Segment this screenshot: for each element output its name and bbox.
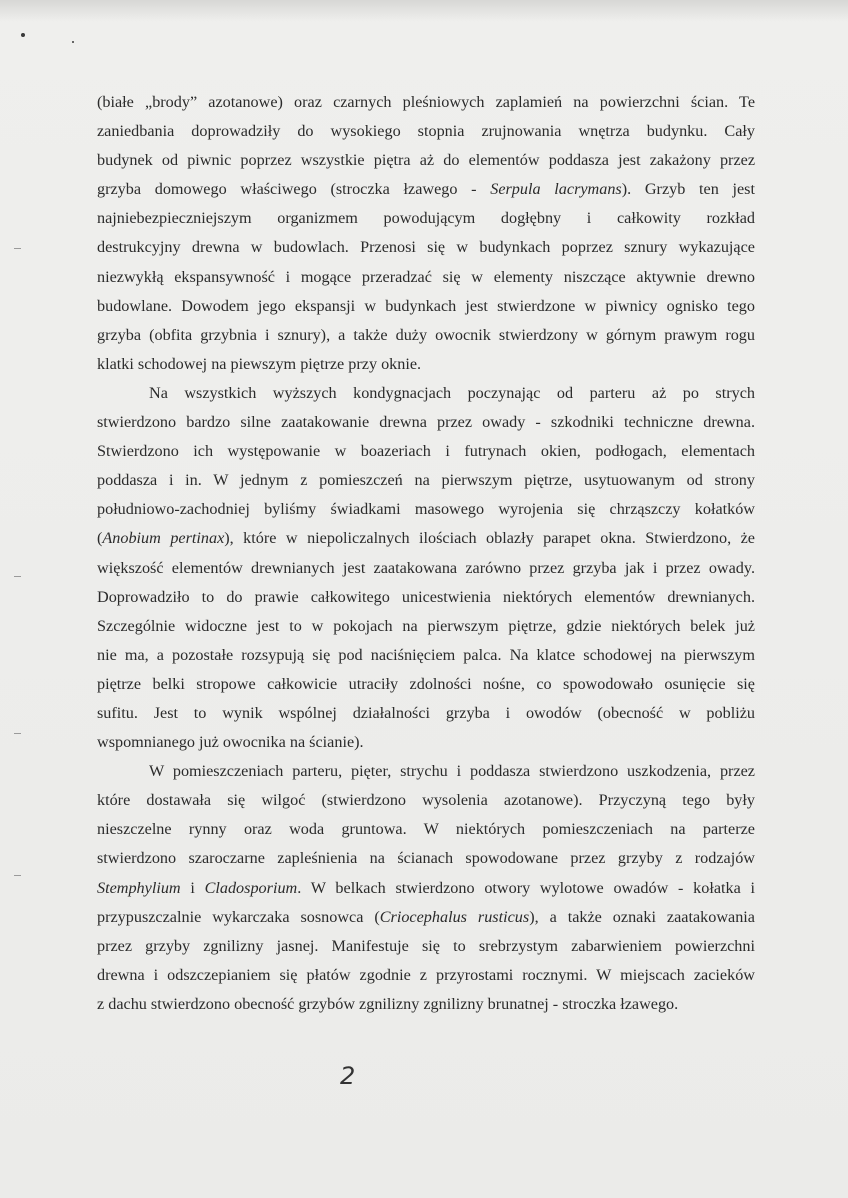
text-run: . W belkach stwierdzono otwory wylotowe owadów - kołatka i — [297, 878, 756, 897]
text-line — [97, 175, 755, 204]
text-line — [97, 350, 755, 379]
text-run: grzyba domowego właściwego (stroczka łzawego - — [97, 180, 491, 199]
text-run: Doprowadziło to do prawie całkowitego unicestwienia niektórych elementów drewnianych. — [97, 587, 755, 606]
text-run: z dachu stwierdzono obecność grzybów zgnilizny zgnilizny brunatnej - stroczka łzawego. — [97, 994, 679, 1013]
text-run: W pomieszczeniach parteru, pięter, strychu i poddasza stwierdzono uszkodzenia, przez — [149, 762, 755, 781]
text-run: nieszczelne rynny oraz woda gruntowa. W niektórych pomieszczeniach na parterze — [97, 820, 755, 839]
text-line — [97, 641, 755, 670]
text-run: które dostawała się wilgoć (stwierdzono wysolenia azotanowe). Przyczyną tego były — [97, 791, 755, 810]
scan-speck — [21, 33, 25, 37]
text-run: nie ma, a pozostałe rozsypują się pod naciśnięciem palca. Na klatce schodowej na pierwszym — [97, 645, 755, 664]
text-run: zaniedbania doprowadziły do wysokiego stopnia zrujnowania wnętrza budynku. Cały — [97, 122, 755, 141]
text-run: destrukcyjny drewna w budowlach. Przenosi się w budynkach poprzez sznury wykazujące — [97, 238, 755, 257]
text-line — [97, 554, 755, 583]
text-line — [97, 670, 755, 699]
text-run: przez grzyby zgnilizny jasnej. Manifestuje się to srebrzystym zabarwieniem powierzchni — [97, 936, 755, 955]
text-run: wspomnianego już owocnika na ścianie). — [97, 733, 364, 752]
document-body — [97, 88, 755, 1019]
text-line — [97, 786, 755, 815]
text-run: poddasza i in. W jednym z pomieszczeń na pierwszym piętrze, usytuowanym od strony — [97, 471, 755, 490]
text-run: grzyba (obfita grzybnia i sznury), a także duży owocnik stwierdzony w górnym prawym rogu — [97, 325, 755, 344]
text-run: przypuszczalnie wykarczaka sosnowca ( — [97, 907, 380, 926]
italic-term: Stemphylium — [97, 878, 181, 897]
scan-speck — [72, 41, 74, 43]
text-line — [97, 204, 755, 233]
text-run: klatki schodowej na piewszym piętrze przy oknie. — [97, 354, 422, 373]
text-line — [97, 88, 755, 117]
text-line — [97, 699, 755, 728]
page-number: 2 — [340, 1062, 356, 1090]
text-line — [97, 844, 755, 873]
text-run: Na wszystkich wyższych kondygnacjach poczynając od parteru aż po strych — [149, 383, 755, 402]
text-line — [97, 233, 755, 262]
italic-term: Cladosporium — [204, 878, 298, 897]
text-run: stwierdzono bardzo silne zaatakowanie drewna przez owady - szkodniki techniczne drewna. — [97, 413, 755, 432]
text-line — [97, 903, 755, 932]
italic-term: Criocephalus rusticus — [379, 907, 530, 926]
text-line — [97, 932, 755, 961]
italic-term: Anobium pertinax — [102, 529, 225, 548]
margin-mark — [14, 875, 21, 876]
text-run: stwierdzono szaroczarne zapleśnienia na ścianach spowodowane przez grzyby z rodzajów — [97, 849, 755, 868]
text-run: większość elementów drewnianych jest zaatakowana zarówno przez grzyba jak i przez owady. — [97, 558, 755, 577]
text-run: ), a także oznaki zaatakowania — [529, 907, 755, 926]
text-run: (białe „brody” azotanowe) oraz czarnych pleśniowych zaplamień na powierzchni ścian. Te — [97, 93, 755, 111]
text-line — [97, 583, 755, 612]
margin-mark — [14, 248, 21, 249]
text-run: Szczególnie widoczne jest to w pokojach na pierwszym piętrze, gdzie niektórych belek już — [97, 616, 755, 635]
text-line — [97, 117, 755, 146]
text-line — [97, 757, 755, 786]
text-run: ). Grzyb ten jest — [621, 180, 755, 199]
text-line — [97, 815, 755, 844]
text-run: i — [180, 878, 205, 897]
margin-mark — [14, 733, 21, 734]
text-line — [97, 379, 755, 408]
text-line — [97, 990, 755, 1019]
text-line — [97, 874, 755, 903]
text-run: sufitu. Jest to wynik wspólnej działalności grzyba i owodów (obecność w pobliżu — [97, 703, 755, 722]
text-line — [97, 466, 755, 495]
margin-mark — [14, 576, 21, 577]
italic-term: Serpula lacrymans — [490, 180, 622, 199]
text-run: Stwierdzono ich występowanie w boazeriach i futrynach okien, podłogach, elementach — [97, 442, 755, 461]
text-line — [97, 292, 755, 321]
text-line — [97, 263, 755, 292]
text-line — [97, 408, 755, 437]
text-run: południowo-zachodniej byliśmy świadkami masowego wyrojenia się chrząszczy kołatków — [97, 500, 755, 519]
text-run: ( — [97, 529, 103, 548]
text-line — [97, 495, 755, 524]
text-line — [97, 961, 755, 990]
text-run: budynek od piwnic poprzez wszystkie piętra aż do elementów poddasza jest zakażony przez — [97, 151, 755, 170]
text-run: drewna i odszczepianiem się płatów zgodnie z przyrostami rocznymi. W miejscach zacieków — [97, 965, 755, 984]
text-line — [97, 612, 755, 641]
text-line — [97, 321, 755, 350]
text-run: najniebezpieczniejszym organizmem powodującym dogłębny i całkowity rozkład — [97, 209, 755, 228]
text-run: ), które w niepoliczalnych ilościach oblazły parapet okna. Stwierdzono, że — [224, 529, 755, 548]
scan-top-shadow — [0, 0, 848, 22]
text-line — [97, 728, 755, 757]
text-line — [97, 524, 755, 553]
text-line — [97, 146, 755, 175]
text-run: niezwykłą ekspansywność i mogące przeradzać się w elementy niszczące aktywnie drewno — [97, 267, 755, 286]
text-run: budowlane. Dowodem jego ekspansji w budynkach jest stwierdzone w piwnicy ognisko tego — [97, 296, 755, 315]
text-run: piętrze belki stropowe całkowicie utraciły zdolności nośne, co spowodowało osunięcie się — [97, 674, 755, 693]
text-line — [97, 437, 755, 466]
